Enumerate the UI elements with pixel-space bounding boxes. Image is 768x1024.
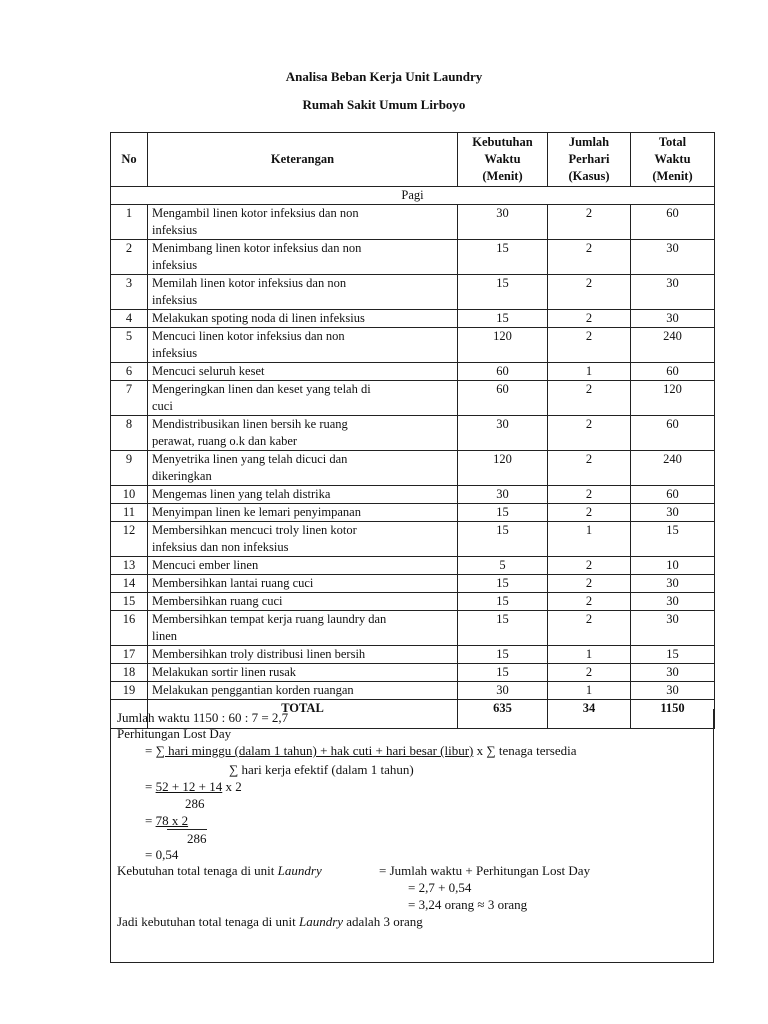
- row-no: 7: [111, 381, 148, 416]
- row-keterangan: [148, 557, 458, 575]
- row-jumlah-perhari: 2: [548, 451, 631, 486]
- row-jumlah-perhari: 1: [548, 522, 631, 557]
- table-row: [111, 381, 715, 416]
- row-kebutuhan-waktu: 15: [458, 664, 548, 682]
- row-keterangan: [148, 593, 458, 611]
- row-jumlah-perhari: 2: [548, 240, 631, 275]
- row-jumlah-perhari: 1: [548, 682, 631, 700]
- row-keterangan-line: Mengeringkan linen dan keset yang telah di: [152, 382, 371, 396]
- row-jumlah-perhari: 2: [548, 310, 631, 328]
- row-keterangan: [148, 664, 458, 682]
- row-keterangan-line: Mencuci ember linen: [152, 558, 259, 572]
- row-keterangan: [148, 363, 458, 381]
- row-no: 5: [111, 328, 148, 363]
- table-row: [111, 275, 715, 310]
- row-keterangan-line: Menyetrika linen yang telah dicuci dan: [152, 452, 348, 466]
- row-kebutuhan-waktu: 15: [458, 310, 548, 328]
- row-jumlah-perhari: 2: [548, 557, 631, 575]
- row-keterangan-line: Menyimpan linen ke lemari penyimpanan: [152, 505, 361, 519]
- row-keterangan-line: cuci: [152, 399, 173, 413]
- table-row: [111, 682, 715, 700]
- row-jumlah-perhari: 2: [548, 593, 631, 611]
- row-no: 4: [111, 310, 148, 328]
- row-keterangan: [148, 416, 458, 451]
- row-keterangan-line: dikeringkan: [152, 469, 212, 483]
- document-title: Analisa Beban Kerja Unit Laundry: [285, 69, 483, 84]
- table-row: [111, 328, 715, 363]
- table-row: [111, 504, 715, 522]
- row-keterangan-line: Melakukan spoting noda di linen infeksius: [152, 311, 365, 325]
- row-kebutuhan-waktu: 5: [458, 557, 548, 575]
- row-keterangan-line: Membersihkan troly distribusi linen bersih: [152, 647, 366, 661]
- table-row: [111, 363, 715, 381]
- table-row: [111, 451, 715, 486]
- row-keterangan: [148, 328, 458, 363]
- row-total-waktu: 60: [631, 416, 715, 451]
- row-keterangan-line: Mendistribusikan linen bersih ke ruang: [152, 417, 348, 431]
- row-total-waktu: 15: [631, 522, 715, 557]
- row-keterangan: [148, 575, 458, 593]
- row-jumlah-perhari: 2: [548, 275, 631, 310]
- row-no: 14: [111, 575, 148, 593]
- row-kebutuhan-waktu: 15: [458, 646, 548, 664]
- row-keterangan: [148, 504, 458, 522]
- calc-lost-day-result: = 0,54: [145, 847, 179, 862]
- row-no: 12: [111, 522, 148, 557]
- calc-formula-denominator: ∑ hari kerja efektif (dalam 1 tahun): [229, 762, 414, 777]
- row-keterangan-line: Mengemas linen yang telah distrika: [152, 487, 331, 501]
- table-row: [111, 522, 715, 557]
- row-keterangan: [148, 522, 458, 557]
- row-no: 8: [111, 416, 148, 451]
- row-jumlah-perhari: 2: [548, 664, 631, 682]
- row-keterangan-line: infeksius dan non infeksius: [152, 540, 289, 554]
- table-row: [111, 557, 715, 575]
- row-keterangan: [148, 451, 458, 486]
- row-keterangan-line: Melakukan sortir linen rusak: [152, 665, 297, 679]
- row-kebutuhan-waktu: 30: [458, 486, 548, 504]
- row-total-waktu: 30: [631, 593, 715, 611]
- row-total-waktu: 30: [631, 240, 715, 275]
- row-keterangan-line: Membersihkan lantai ruang cuci: [152, 576, 314, 590]
- row-keterangan-line: Melakukan penggantian korden ruangan: [152, 683, 354, 697]
- row-total-waktu: 240: [631, 451, 715, 486]
- row-kebutuhan-waktu: 15: [458, 504, 548, 522]
- row-keterangan-line: Menimbang linen kotor infeksius dan non: [152, 241, 362, 255]
- row-keterangan-line: infeksius: [152, 346, 198, 360]
- row-no: 6: [111, 363, 148, 381]
- row-jumlah-perhari: 2: [548, 328, 631, 363]
- row-kebutuhan-waktu: 120: [458, 328, 548, 363]
- row-total-waktu: 60: [631, 205, 715, 240]
- calc-conclusion: Jadi kebutuhan total tenaga di unit Laundry adalah 3 orang: [117, 914, 423, 929]
- calc-total-need-step: = 2,7 + 0,54: [408, 880, 472, 895]
- calc-lost-day-heading: Perhitungan Lost Day: [117, 726, 232, 741]
- row-keterangan: [148, 381, 458, 416]
- row-jumlah-perhari: 1: [548, 363, 631, 381]
- table-row: [111, 205, 715, 240]
- row-keterangan-line: perawat, ruang o.k dan kaber: [152, 434, 298, 448]
- row-total-waktu: 30: [631, 275, 715, 310]
- row-total-waktu: 15: [631, 646, 715, 664]
- row-keterangan-line: Membersihkan ruang cuci: [152, 594, 283, 608]
- calc-lost-day-formula: = ∑ hari minggu (dalam 1 tahun) + hak cuti + hari besar (libur) x ∑ tenaga tersedia: [145, 743, 577, 758]
- row-kebutuhan-waktu: 15: [458, 593, 548, 611]
- row-no: 11: [111, 504, 148, 522]
- header-kebutuhan-waktu: Kebutuhan Waktu (Menit): [458, 133, 548, 187]
- row-kebutuhan-waktu: 15: [458, 275, 548, 310]
- row-kebutuhan-waktu: 30: [458, 682, 548, 700]
- row-no: 13: [111, 557, 148, 575]
- row-keterangan: [148, 205, 458, 240]
- table-row: [111, 611, 715, 646]
- row-jumlah-perhari: 2: [548, 575, 631, 593]
- row-no: 9: [111, 451, 148, 486]
- row-kebutuhan-waktu: 30: [458, 416, 548, 451]
- row-kebutuhan-waktu: 120: [458, 451, 548, 486]
- row-kebutuhan-waktu: 15: [458, 611, 548, 646]
- row-keterangan-line: Mengambil linen kotor infeksius dan non: [152, 206, 359, 220]
- row-keterangan: [148, 486, 458, 504]
- row-kebutuhan-waktu: 30: [458, 205, 548, 240]
- row-keterangan: [148, 240, 458, 275]
- calc-total-need: Kebutuhan total tenaga di unit Laundry: [117, 863, 322, 878]
- row-no: 3: [111, 275, 148, 310]
- row-total-waktu: 240: [631, 328, 715, 363]
- header-no: No: [111, 133, 148, 187]
- row-no: 1: [111, 205, 148, 240]
- row-no: 10: [111, 486, 148, 504]
- row-keterangan-line: infeksius: [152, 223, 198, 237]
- row-keterangan-line: infeksius: [152, 258, 198, 272]
- row-total-waktu: 60: [631, 486, 715, 504]
- row-kebutuhan-waktu: 15: [458, 522, 548, 557]
- row-no: 18: [111, 664, 148, 682]
- calc-total-need-result: = 3,24 orang ≈ 3 orang: [408, 897, 528, 912]
- row-keterangan: [148, 611, 458, 646]
- calc-step2: = 78 x 2: [145, 813, 189, 828]
- table-header-row: [111, 133, 715, 187]
- row-jumlah-perhari: 2: [548, 205, 631, 240]
- total-kebutuhan-waktu: 635: [458, 700, 548, 729]
- row-total-waktu: 30: [631, 611, 715, 646]
- row-keterangan-line: Mencuci seluruh keset: [152, 364, 265, 378]
- row-total-waktu: 30: [631, 310, 715, 328]
- row-jumlah-perhari: 2: [548, 504, 631, 522]
- total-jumlah-perhari: 34: [548, 700, 631, 729]
- document-subtitle: Rumah Sakit Umum Lirboyo: [302, 97, 466, 112]
- row-no: 17: [111, 646, 148, 664]
- total-label: TOTAL: [148, 700, 458, 729]
- calculation-box: [110, 709, 714, 963]
- row-no: 15: [111, 593, 148, 611]
- row-jumlah-perhari: 2: [548, 611, 631, 646]
- row-keterangan: [148, 275, 458, 310]
- table-row: [111, 664, 715, 682]
- row-keterangan: [148, 310, 458, 328]
- row-kebutuhan-waktu: 15: [458, 240, 548, 275]
- header-jumlah-perhari: Jumlah Perhari (Kasus): [548, 133, 631, 187]
- row-kebutuhan-waktu: 60: [458, 363, 548, 381]
- table-row: [111, 416, 715, 451]
- row-keterangan-line: Membersihkan mencuci troly linen kotor: [152, 523, 357, 537]
- row-no: 2: [111, 240, 148, 275]
- row-total-waktu: 30: [631, 682, 715, 700]
- row-total-waktu: 60: [631, 363, 715, 381]
- table-row: [111, 240, 715, 275]
- table-row: [111, 646, 715, 664]
- row-no: 16: [111, 611, 148, 646]
- row-kebutuhan-waktu: 15: [458, 575, 548, 593]
- calc-step1-denominator: 286: [185, 796, 205, 811]
- shift-row: [111, 187, 715, 205]
- calc-step2-denominator: 286: [167, 829, 207, 847]
- row-total-waktu: 10: [631, 557, 715, 575]
- header-total-waktu: Total Waktu (Menit): [631, 133, 715, 187]
- calc-step1: = 52 + 12 + 14 x 2: [145, 779, 242, 794]
- row-no: 19: [111, 682, 148, 700]
- workload-table: [110, 132, 715, 729]
- row-total-waktu: 30: [631, 575, 715, 593]
- row-total-waktu: 30: [631, 504, 715, 522]
- calc-total-need-formula: = Jumlah waktu + Perhitungan Lost Day: [379, 863, 591, 878]
- row-keterangan: [148, 682, 458, 700]
- row-kebutuhan-waktu: 60: [458, 381, 548, 416]
- header-keterangan: Keterangan: [148, 133, 458, 187]
- row-total-waktu: 120: [631, 381, 715, 416]
- table-row: [111, 310, 715, 328]
- table-row: [111, 575, 715, 593]
- row-total-waktu: 30: [631, 664, 715, 682]
- calc-jumlah-waktu: Jumlah waktu 1150 : 60 : 7 = 2,7: [117, 710, 289, 725]
- table-row: [111, 486, 715, 504]
- shift-label: Pagi: [111, 187, 715, 205]
- row-jumlah-perhari: 2: [548, 416, 631, 451]
- row-keterangan-line: Membersihkan tempat kerja ruang laundry dan: [152, 612, 387, 626]
- row-jumlah-perhari: 2: [548, 381, 631, 416]
- table-row: [111, 593, 715, 611]
- row-jumlah-perhari: 1: [548, 646, 631, 664]
- row-keterangan-line: Mencuci linen kotor infeksius dan non: [152, 329, 345, 343]
- row-keterangan-line: infeksius: [152, 293, 198, 307]
- row-keterangan-line: linen: [152, 629, 177, 643]
- row-keterangan: [148, 646, 458, 664]
- row-jumlah-perhari: 2: [548, 486, 631, 504]
- total-total-waktu: 1150: [631, 700, 715, 729]
- row-keterangan-line: Memilah linen kotor infeksius dan non: [152, 276, 347, 290]
